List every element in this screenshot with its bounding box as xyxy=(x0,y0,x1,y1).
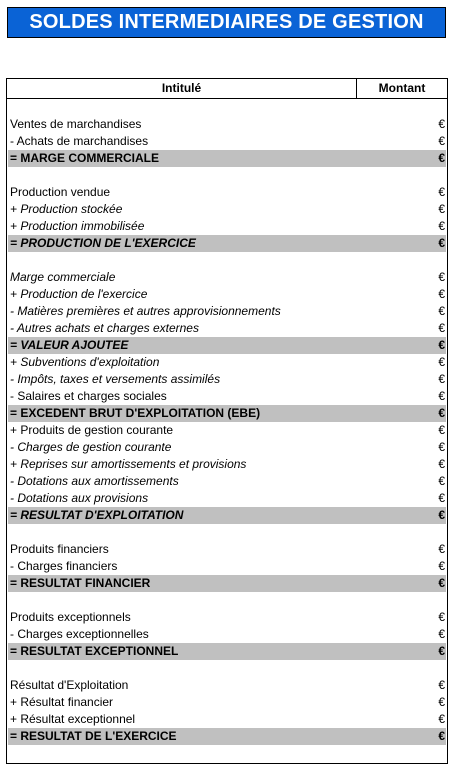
currency-symbol: € xyxy=(438,712,445,726)
row-label: + Reprises sur amortissements et provisions xyxy=(10,457,247,471)
row-label: = RESULTAT D'EXPLOITATION xyxy=(10,508,184,522)
currency-symbol: € xyxy=(438,678,445,692)
row-label: Résultat d'Exploitation xyxy=(10,678,129,692)
currency-symbol: € xyxy=(438,355,445,369)
currency-symbol: € xyxy=(438,491,445,505)
row-label: + Produits de gestion courante xyxy=(10,423,174,437)
table-row xyxy=(8,439,446,456)
table-row xyxy=(8,711,446,728)
currency-symbol: € xyxy=(438,219,445,233)
header-label: Intitulé xyxy=(7,79,357,98)
currency-symbol: € xyxy=(438,576,445,590)
table-row xyxy=(8,201,446,218)
table-row xyxy=(8,558,446,575)
table-row xyxy=(8,609,446,626)
currency-symbol: € xyxy=(438,423,445,437)
row-label: = RESULTAT FINANCIER xyxy=(10,576,151,590)
row-label: + Production stockée xyxy=(10,202,123,216)
currency-symbol: € xyxy=(438,457,445,471)
total-row xyxy=(8,235,446,252)
currency-symbol: € xyxy=(438,440,445,454)
row-label: - Charges exceptionnelles xyxy=(10,627,149,641)
currency-symbol: € xyxy=(438,304,445,318)
currency-symbol: € xyxy=(438,695,445,709)
table-row xyxy=(8,456,446,473)
total-row xyxy=(8,643,446,660)
currency-symbol: € xyxy=(438,338,445,352)
table-row xyxy=(8,422,446,439)
total-row xyxy=(8,405,446,422)
row-label: = VALEUR AJOUTEE xyxy=(10,338,129,352)
row-label: - Charges de gestion courante xyxy=(10,440,172,454)
row-label: - Dotations aux amortissements xyxy=(10,474,179,488)
row-label: - Salaires et charges sociales xyxy=(10,389,167,403)
currency-symbol: € xyxy=(438,236,445,250)
currency-symbol: € xyxy=(438,117,445,131)
row-label: Produits exceptionnels xyxy=(10,610,131,624)
table-row xyxy=(8,116,446,133)
table-row xyxy=(8,388,446,405)
currency-symbol: € xyxy=(438,610,445,624)
row-label: Production vendue xyxy=(10,185,111,199)
table-row xyxy=(8,184,446,201)
sig-table xyxy=(6,78,448,764)
row-label: - Dotations aux provisions xyxy=(10,491,149,505)
currency-symbol: € xyxy=(438,321,445,335)
table-row xyxy=(8,541,446,558)
table-row xyxy=(8,286,446,303)
row-label: - Charges financiers xyxy=(10,559,118,573)
row-label: - Matières premières et autres approvisionnements xyxy=(10,304,281,318)
total-row xyxy=(8,575,446,592)
row-label: + Résultat financier xyxy=(10,695,114,709)
currency-symbol: € xyxy=(438,627,445,641)
currency-symbol: € xyxy=(438,474,445,488)
row-label: = RESULTAT DE L'EXERCICE xyxy=(10,729,177,743)
currency-symbol: € xyxy=(438,287,445,301)
table-row xyxy=(8,473,446,490)
header-amount: Montant xyxy=(378,81,426,95)
table-row xyxy=(8,626,446,643)
table-row xyxy=(8,133,446,150)
table-row xyxy=(8,269,446,286)
currency-symbol: € xyxy=(438,644,445,658)
currency-symbol: € xyxy=(438,559,445,573)
total-row xyxy=(8,337,446,354)
row-label: Marge commerciale xyxy=(10,270,116,284)
table-row xyxy=(8,677,446,694)
total-row xyxy=(8,150,446,167)
currency-symbol: € xyxy=(438,729,445,743)
table-row xyxy=(8,303,446,320)
table-row xyxy=(8,371,446,388)
row-label: = RESULTAT EXCEPTIONNEL xyxy=(10,644,179,658)
currency-symbol: € xyxy=(438,508,445,522)
row-label: + Production immobilisée xyxy=(10,219,145,233)
table-row xyxy=(8,218,446,235)
title-bar xyxy=(7,7,446,38)
row-label: Ventes de marchandises xyxy=(10,117,142,131)
total-row xyxy=(8,728,446,745)
currency-symbol: € xyxy=(438,202,445,216)
table-row xyxy=(8,694,446,711)
currency-symbol: € xyxy=(438,270,445,284)
row-label: = PRODUCTION DE L'EXERCICE xyxy=(10,236,196,250)
currency-symbol: € xyxy=(438,185,445,199)
row-label: + Production de l'exercice xyxy=(10,287,148,301)
row-label: + Résultat exceptionnel xyxy=(10,712,136,726)
row-label: = EXCEDENT BRUT D'EXPLOITATION (EBE) xyxy=(10,406,261,420)
row-label: - Achats de marchandises xyxy=(10,134,149,148)
total-row xyxy=(8,507,446,524)
page-title: SOLDES INTERMEDIAIRES DE GESTION xyxy=(29,11,424,33)
row-label: - Autres achats et charges externes xyxy=(10,321,199,335)
currency-symbol: € xyxy=(438,134,445,148)
currency-symbol: € xyxy=(438,389,445,403)
row-label: Produits financiers xyxy=(10,542,109,556)
currency-symbol: € xyxy=(438,372,445,386)
table-row xyxy=(8,320,446,337)
table-row xyxy=(8,490,446,507)
table-header xyxy=(7,79,447,99)
row-label: = MARGE COMMERCIALE xyxy=(10,151,160,165)
currency-symbol: € xyxy=(438,542,445,556)
row-label: + Subventions d'exploitation xyxy=(10,355,160,369)
row-label: - Impôts, taxes et versements assimilés xyxy=(10,372,221,386)
table-row xyxy=(8,354,446,371)
currency-symbol: € xyxy=(438,151,445,165)
currency-symbol: € xyxy=(438,406,445,420)
